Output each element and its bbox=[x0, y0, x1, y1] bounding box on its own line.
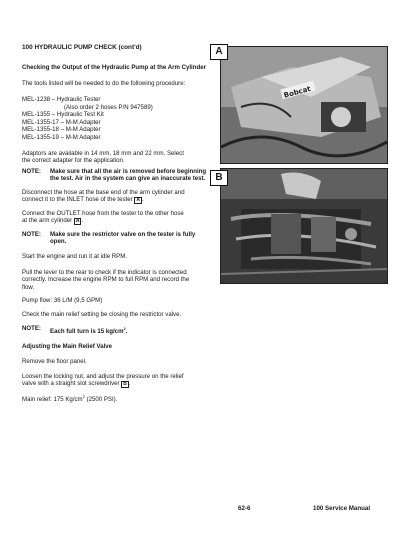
section-title: 100 HYDRAULIC PUMP CHECK (cont'd) bbox=[22, 44, 142, 51]
disconnect-text: Disconnect the hose at the base end of the arm cylinder and connect it to the INLET hose of the tester A . bbox=[22, 189, 185, 204]
adaptors-line: the correct adapter for the application. bbox=[22, 157, 125, 165]
figure-b-illustration bbox=[221, 169, 387, 283]
start-engine-text: Start the engine and run it at idle RPM. bbox=[22, 253, 128, 260]
page-number: 62-6 bbox=[238, 505, 251, 512]
disconnect-line: Disconnect the hose at the base end of the arm cylinder and bbox=[22, 189, 185, 196]
note-turn: NOTE: Each full turn is 15 $kg/cm^2$. bbox=[22, 325, 128, 335]
connect-line: Connect the OUTLET hose from the tester to the other hose bbox=[22, 210, 184, 217]
tool-item: MEL-1355-19 – M-M Adapter bbox=[22, 133, 101, 141]
tool-item: MEL-1355 – Hydraulic Test Kit bbox=[22, 111, 104, 118]
adjusting-heading: Adjusting the Main Relief Valve bbox=[22, 343, 113, 350]
figure-ref-a: A bbox=[136, 197, 140, 204]
note-line: Make sure that all the air is removed before beginning bbox=[50, 168, 207, 175]
manual-title: 100 Service Manual bbox=[313, 505, 371, 512]
connect-text: Connect the OUTLET hose from the tester to the other hose at the arm cylinder A . bbox=[22, 210, 184, 225]
figure-a-photo bbox=[220, 46, 388, 164]
check-relief-text: Check the main relief setting be closing the restrictor valve. bbox=[22, 311, 182, 318]
figure-ref-b: B bbox=[123, 381, 127, 388]
note-restrictor bbox=[22, 231, 208, 246]
tool-item: MEL-1355-18 – M-M Adapter bbox=[22, 126, 101, 133]
loosen-text: Loosen the locking nut, and adjust the pressure on the relief valve with a straight slot screwdriver B . bbox=[22, 373, 184, 388]
tool-item: (Also order 2 hoses P/N 947589) bbox=[64, 103, 153, 111]
tool-item: MEL-1238 – Hydraulic Tester bbox=[22, 96, 101, 103]
figure-a-label: A bbox=[210, 44, 228, 60]
figure-b-label: B bbox=[210, 170, 228, 186]
note-line: open. bbox=[50, 238, 67, 246]
note-label: NOTE: bbox=[22, 168, 41, 175]
note-line: the test. Air in the system can give an inaccurate test. bbox=[50, 175, 206, 183]
adaptors-line: Adaptors are available in 14 mm, 18 mm and 22 mm. Select bbox=[22, 150, 184, 157]
pump-flow-text: Pump flow: 36 L/M (9,5 GPM) bbox=[22, 297, 103, 304]
adaptors-text bbox=[22, 150, 208, 165]
connect-line: at the arm cylinder bbox=[22, 217, 73, 225]
subheading: Checking the Output of the Hydraulic Pump at the Arm Cylinder bbox=[22, 64, 206, 71]
intro-text: The tools listed will be needed to do the following procedure: bbox=[22, 80, 186, 87]
main-relief-text: Main relief: 175 $Kg/cm^2$ (2500 PSI). bbox=[22, 394, 118, 403]
figure-b-photo bbox=[220, 168, 388, 284]
tool-item: MEL-1355-17 – M-M Adapter bbox=[22, 118, 101, 126]
figure-a-illustration bbox=[221, 47, 387, 163]
pull-lever-text: Pull the lever to the rear to check if the indicator is connected correctly. Increase the engine RPM to full RPM and record the flow. bbox=[22, 269, 190, 291]
note-air bbox=[22, 168, 208, 183]
note-label: NOTE: bbox=[22, 325, 41, 332]
remove-floor-text: Remove the floor panel. bbox=[22, 358, 87, 365]
note-label: NOTE: bbox=[22, 231, 41, 238]
note-line: Make sure the restrictor valve on the tester is fully bbox=[50, 231, 196, 238]
disconnect-line: connect it to the INLET hose of the tester bbox=[22, 196, 133, 204]
figure-ref-a: A bbox=[75, 218, 80, 225]
figure-a-logo: Bobcat bbox=[282, 84, 312, 100]
